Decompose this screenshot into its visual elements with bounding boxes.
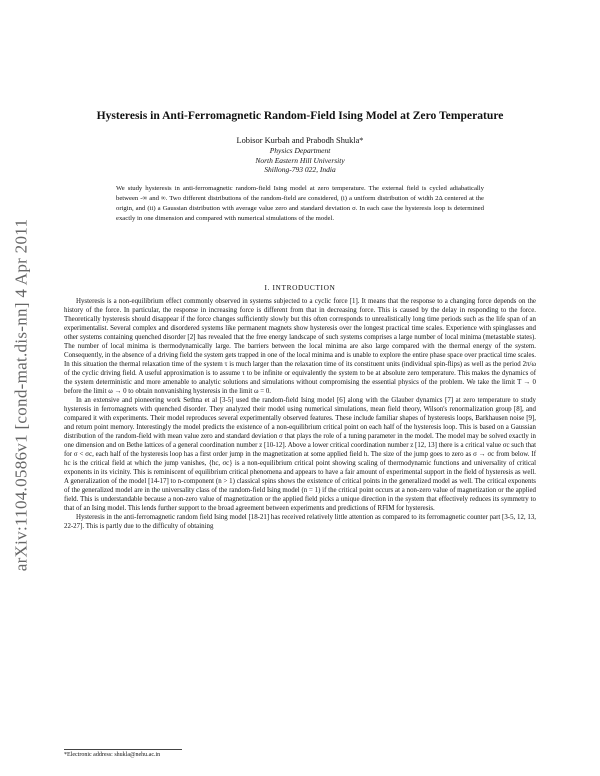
author-block (64, 136, 536, 175)
paragraph: Hysteresis in the anti-ferromagnetic random field Ising model [18-21] has received relatively little attention as compared to its ferromagnetic counter part [3-5, 12, 13, 22-27]. This is partly due to the difficulty of obtaining (64, 514, 536, 530)
author-names: Lobisor Kurbah and Prabodh Shukla* (236, 136, 364, 145)
abstract: We study hysteresis in anti-ferromagnetic random-field Ising model at zero temperature. The external field is cycled adiabatically between -∞ and ∞. Two different distributions of the random-field are considered, (i) a uniform distribution of width 2Δ centered at the origin, and (ii) a Gaussian distribution with average value zero and standard deviation σ. In each case the hysteresis loop is determined exactly in one dimension and compared with numerical simulations of the model. (116, 185, 484, 222)
paragraph: In an extensive and pioneering work Sethna et al [3-5] used the random-field Ising model [6] along with the Glauber dynamics [7] at zero temperature to study hysteresis in ferromagnets with quenched disorder. They analyzed their model using numerical simulations, mean field theory, Wilson's renormalization group [8], and compared it with experiments. Their model reproduces several experimentally observed features. These include familiar shapes of hysteresis loops, Barkhausen noise [9], and return point memory. Interestingly the model predicts the existence of a non-equilibrium critical point on each half of the hysteresis loop. This is based on a Gaussian distribution of the random-field with mean value zero and standard deviation σ that plays the role of a tuning parameter in the model. The model may be solved exactly in one dimension and on Bethe lattices of a general coordination number z [10-12]. Above a lower critical coordination number z [12, 13] there is a critical value σc such that for σ < σc, each half of the hysteresis loop has a first order jump in the magnetization at some applied field h. The size of the jump goes to zero as σ → σc from below. If hc is the critical field at which the jump vanishes, {hc, σc} is a non-equilibrium critical point showing scaling of thermodynamic functions and universality of critical exponents in its vicinity. This is reminiscent of equilibrium critical phenomena and appears to have a fair amount of experimental support in the field of hysteresis as well. A generalization of the model [14-17] to n-component (n > 1) classical spins shows the existence of critical points in the generalized model as well. The critical exponents of the generalized model are in the universality class of the random-field Ising model (n = 1) if the critical point occurs at a non-zero value of magnetization or the applied field. This is understandable because a non-zero value of magnetization or the applied field picks a unique direction in the system that effectively reduces its symmetry to that of an Ising model. This lends further support to the broad agreement between experiments and predictions of RFIM for hysteresis. (64, 397, 536, 512)
arxiv-stamp-text: arXiv:1104.0586v1 [cond-mat.dis-nn] 4 Apr 2011 (11, 218, 30, 572)
body-text (64, 297, 536, 531)
affiliation-university: North Eastern Hill University (255, 155, 345, 165)
footnote-rule (64, 749, 182, 750)
paper-title: Hysteresis in Anti-Ferromagnetic Random-Field Ising Model at Zero Temperature (96, 109, 504, 122)
arxiv-identifier-stamp (2, 185, 40, 605)
footnote: *Electronic address: shukla@nehu.ac.in (64, 752, 161, 758)
section-heading: I. INTRODUCTION (264, 283, 336, 292)
affiliation-dept: Physics Department (269, 146, 331, 155)
affiliation-city: Shillong-793 022, India (264, 165, 336, 175)
paragraph: Hysteresis is a non-equilibrium effect commonly observed in systems subjected to a cyclic force [1]. It means that the response to a changing force depends on the history of the force. In particular, the response in increasing force is different from that in decreasing force. This is caused by the delay in responding to the force. Theoretically hysteresis should disappear if the force changes sufficiently slowly but this often corresponds to unrealistically long time periods such as the life span of an experimentalist. Several complex and disordered systems like permanent magnets show hysteresis over the longest practical time scales. Experience with spinglasses and other systems containing quenched disorder [2] has revealed that the free energy landscape of such systems comprises a large number of local minima (metastable states). The number of local minima is thermodynamically large. The barriers between the local minima are also large compared with the thermal energy of the system. Consequently, in the absence of a driving field the system gets trapped in one of the local minima and is unable to explore the entire phase space over practical time scales. In this situation the thermal relaxation time of the system τ is much larger than the relaxation time of its constituent units (individual spin-flips) as well as the period 2π/ω of the cyclic driving field. A useful approximation is to assume τ to be infinite or equivalently the system to be at absolute zero temperature. This makes the dynamics of the system deterministic and more amenable to analytic solutions and simulations without compromising the essential physics of the problem. We take the limit T → 0 before the limit ω → 0 to obtain nonvanishing hysteresis in the limit ω = 0. (64, 298, 536, 395)
